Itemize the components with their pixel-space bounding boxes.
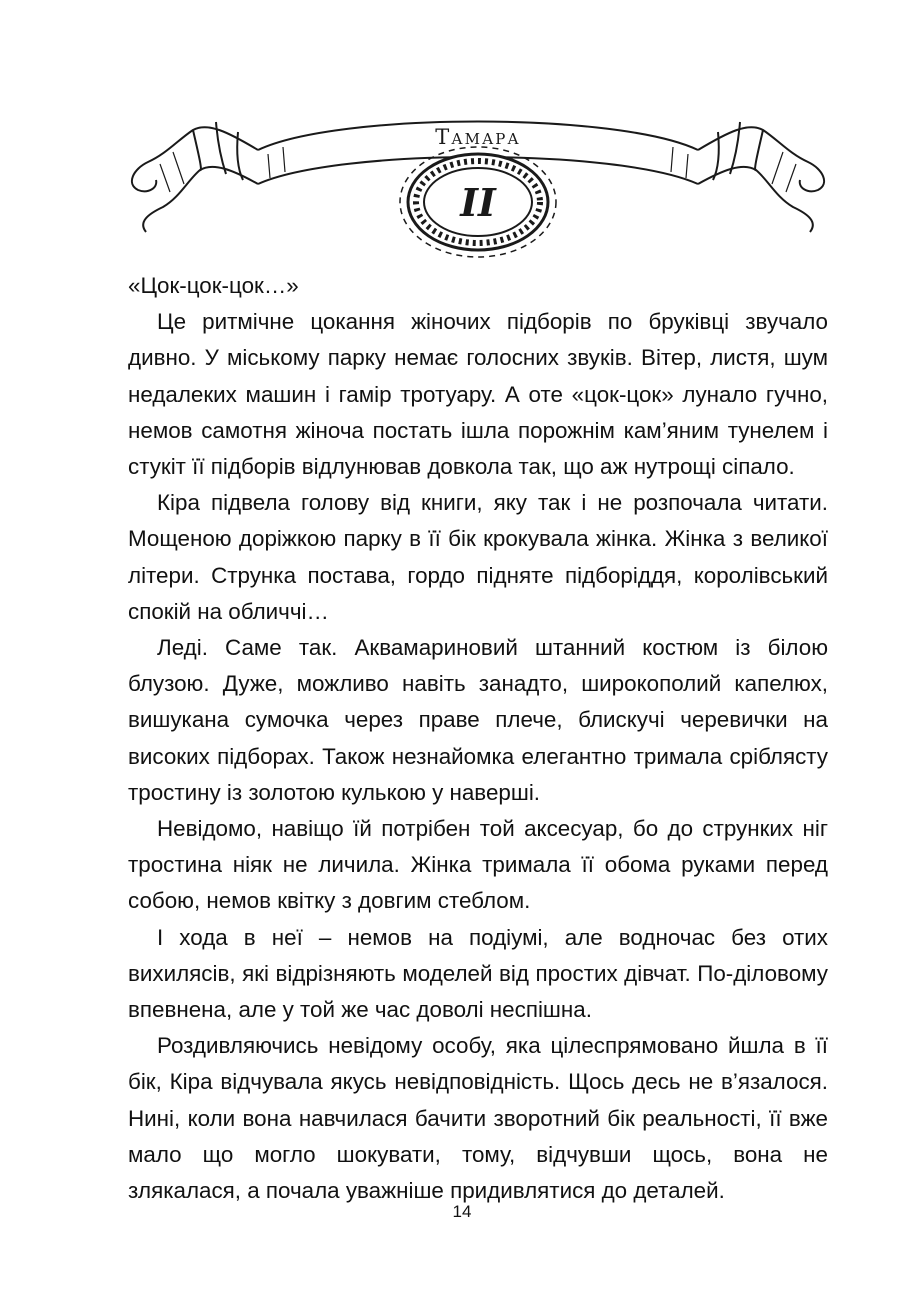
paragraph: Кіра підвела голову від книги, яку так і не розпочала читати. Мощеною доріжкою парку в її бік крокувала жінка. Жінка з великої літери. Струнка постава, гордо підняте підборіддя, королівський спокій на обличчі… [128,490,828,624]
ribbon-ornament [118,92,838,262]
paragraph: Це ритмічне цокання жіночих підборів по бруківці звучало дивно. У міському парку немає голосних звуків. Вітер, листя, шум недалеких машин і гамір тротуару. А оте «цок-цок» лунало гучно, немов самотня жіноча постать ішла порожнім кам’яним тунелем і стукіт її підборів відлунював довкола так, що аж нутрощі сіпало. [128,309,828,480]
paragraph: Роздивляючись невідому особу, яка цілеспрямовано йшла в її бік, Кіра відчувала якусь невідповідність. Щось десь не в’язалося. Нині, коли вона навчилася бачити зворотний бік реальності, її вже мало що могло шокувати, тому, відчувши щось, вона не злякалася, а почала уважніше придивлятися до деталей. [128,1033,828,1204]
paragraph: Невідомо, навіщо їй потрібен той аксесуар, бо до струнких ніг тростина ніяк не личила. Жінка тримала її обома руками перед собою, немов квітку з довгим стеблом. [128,816,828,914]
page-number: 14 [452,1202,472,1221]
body-text [128,268,828,1209]
paragraph: І хода в неї – немов на подіумі, але водночас без отих вихилясів, які відрізняють моделей від простих дівчат. По-діловому впевнена, але у той же час доволі неспішна. [128,924,828,1023]
chapter-name: Тамара [435,125,521,149]
paragraph: Леді. Саме так. Аквамариновий штанний костюм із білою блузою. Дуже, можливо навіть занадто, широкополий капелюх, вишукана сумочка через праве плече, блискучі черевички на високих підборах. Також незнайомка елегантно тримала сріблясту тростину із золотою кулькою у наверші. [128,635,828,805]
chapter-number: II [460,180,496,225]
paragraph: «Цок-цок-цок…» [128,273,299,298]
chapter-banner [118,92,838,262]
